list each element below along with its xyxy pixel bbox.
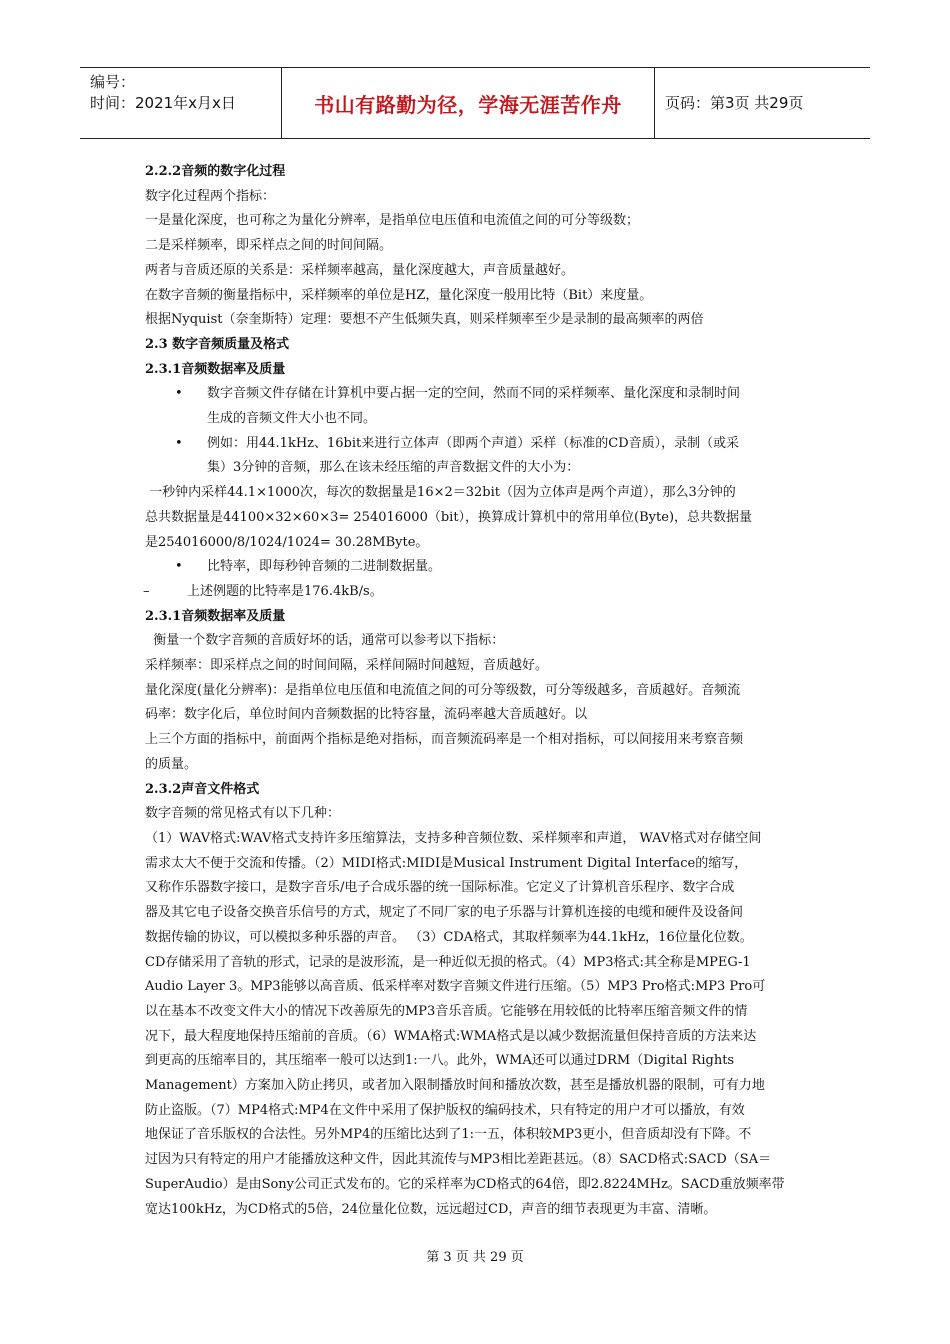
paragraph-line: 采样频率：即采样点之间的时间间隔，采样间隔时间越短，音质越好。: [145, 658, 549, 674]
paragraph-line: 衡量一个数字音频的音质好坏的话，通常可以参考以下指标：: [145, 633, 505, 649]
paragraph-line: 上三个方面的指标中，前面两个指标是绝对指标，而音频流码率是一个相对指标，可以间接用来考察音频: [145, 732, 744, 748]
header-page-number: 页码：第3页 共29页: [665, 94, 804, 112]
header-divider: [281, 68, 282, 138]
paragraph-line: 是254016000/8/1024/1024= 30.28MByte。: [145, 534, 429, 550]
page-header: [80, 67, 870, 139]
paragraph-line: 器及其它电子设备交换音乐信号的方式，规定了不同厂家的电子乐器与计算机连接的电缆和硬件及设备间: [145, 905, 744, 921]
paragraph-line: CD存储采用了音轨的形式，记录的是波形流，是一种近似无损的格式。（4）MP3格式:其全称是MPEG-1: [145, 954, 751, 970]
bullet-text: 数字音频文件存储在计算机中要占据一定的空间，然而不同的采样频率、量化深度和录制时间: [207, 386, 741, 402]
header-number: 编号：: [90, 73, 136, 91]
bullet-item: [145, 382, 825, 407]
bullet-icon: •: [175, 559, 183, 575]
paragraph-line: （1）WAV格式:WAV格式支持许多压缩算法，支持多种音频位数、采样频率和声道， WAV格式对存储空间: [145, 830, 762, 846]
paragraph-line: 量化深度(量化分辨率)：是指单位电压值和电流值之间的可分等级数，可分等级越多，音质越好。音频流: [145, 682, 741, 698]
bullet-icon: •: [175, 386, 183, 402]
bullet-icon: •: [175, 435, 183, 451]
section-heading: 2.3.1音频数据率及质量: [145, 361, 286, 377]
header-motto: 书山有路勤为径，学海无涯苦作舟: [314, 93, 622, 117]
paragraph-line: 又称作乐器数字接口，是数字音乐/电子合成乐器的统一国际标准。它定义了计算机音乐程序、数字合成: [145, 880, 735, 896]
dash-item: [145, 580, 825, 605]
paragraph-line: 防止盗版。（7）MP4格式:MP4在文件中采用了保护版权的编码技术，只有特定的用户才可以播放，有效: [145, 1102, 745, 1118]
paragraph-line: 数据传输的协议，可以模拟多种乐器的声音。 （3）CDA格式，其取样频率为44.1kHz，16位量化位数。: [145, 929, 753, 945]
paragraph-line: 二是采样频率，即采样点之间的时间间隔。: [145, 238, 393, 254]
paragraph-line: 码率：数字化后，单位时间内音频数据的比特容量，流码率越大音质越好。以: [145, 707, 588, 723]
paragraph-line: SuperAudio）是由Sony公司正式发布的。它的采样率为CD格式的64倍，即2.8224MHz。SACD重放频率带: [145, 1176, 785, 1192]
paragraph-line: 在数字音频的衡量指标中，采样频率的单位是HZ，量化深度一般用比特（Bit）来度量。: [145, 287, 653, 303]
bullet-item: [145, 555, 825, 580]
paragraph-line: 过因为只有特定的用户才能播放这种文件，因此其流传与MP3相比差距甚远。（8）SACD格式:SACD（SA＝: [145, 1152, 772, 1168]
document-body: [145, 160, 825, 1222]
paragraph-line: 两者与音质还原的关系是：采样频率越高，量化深度越大，声音质量越好。: [145, 262, 575, 278]
section-heading: 2.3 数字音频质量及格式: [145, 336, 290, 352]
page-footer: 第 3 页 共 29 页: [426, 1250, 524, 1265]
paragraph-line: Audio Layer 3。MP3能够以高音质、低采样率对数字音频文件进行压缩。（5）MP3 Pro格式:MP3 Pro可: [145, 979, 766, 995]
section-heading: 2.3.2声音文件格式: [145, 781, 260, 797]
header-date: 时间：2021年x月x日: [90, 94, 236, 112]
paragraph-line: 一秒钟内采样44.1×1000次，每次的数据量是16×2＝32bit（因为立体声是两个声道），那么3分钟的: [145, 485, 736, 501]
paragraph-line: 根据Nyquist（奈奎斯特）定理：要想不产生低频失真，则采样频率至少是录制的最高频率的两倍: [145, 312, 704, 328]
paragraph-line: 一是量化深度，也可称之为量化分辨率，是指单位电压值和电流值之间的可分等级数；: [145, 213, 640, 229]
paragraph-line: 总共数据量是44100×32×60×3= 254016000（bit），换算成计算机中的常用单位(Byte)，总共数据量: [145, 509, 753, 525]
paragraph-line: Management）方案加入防止拷贝，或者加入限制播放时间和播放次数，甚至是播放机器的限制，可有力地: [145, 1078, 765, 1094]
section-heading: 2.3.1音频数据率及质量: [145, 608, 286, 624]
paragraph-line: 数字化过程两个指标：: [145, 188, 276, 204]
paragraph-line: 以在基本不改变文件大小的情况下改善原先的MP3音乐音质。它能够在用较低的比特率压缩音频文件的情: [145, 1003, 748, 1019]
dash-icon: –: [143, 583, 150, 599]
paragraph-line: 宽达100kHz，为CD格式的5倍，24位量化位数，远远超过CD，声音的细节表现更为丰富、清晰。: [145, 1201, 717, 1217]
paragraph-line: 地保证了音乐版权的合法性。另外MP4的压缩比达到了1:一五，体积较MP3更小，但音质却没有下降。不: [145, 1127, 752, 1143]
paragraph-line: 的质量。: [145, 756, 198, 772]
paragraph-line: 需求太大不便于交流和传播。（2）MIDI格式:MIDI是Musical Instrument Digital Interface的缩写，: [145, 855, 748, 871]
paragraph-line: 况下，最大程度地保持压缩前的音质。（6）WMA格式:WMA格式是以减少数据流量但保持音质的方法来达: [145, 1028, 757, 1044]
paragraph-line: 数字音频的常见格式有以下几种：: [145, 806, 341, 822]
header-divider: [654, 68, 655, 138]
header-meta: [90, 72, 236, 114]
paragraph-line: 到更高的压缩率目的，其压缩率一般可以达到1:一八。此外，WMA还可以通过DRM（Digital Rights: [145, 1053, 735, 1069]
bullet-continuation: 集）3分钟的音频，那么在该未经压缩的声音数据文件的大小为：: [207, 460, 580, 476]
bullet-item: [145, 432, 825, 457]
section-heading: 2.2.2音频的数字化过程: [145, 164, 286, 179]
bullet-text: 例如：用44.1kHz、16bit来进行立体声（即两个声道）采样（标准的CD音质），录制（或采: [207, 435, 740, 451]
dash-text: 上述例题的比特率是176.4kB/s。: [187, 583, 383, 599]
bullet-text: 比特率，即每秒钟音频的二进制数据量。: [207, 559, 442, 575]
bullet-continuation: 生成的音频文件大小也不同。: [207, 411, 377, 427]
